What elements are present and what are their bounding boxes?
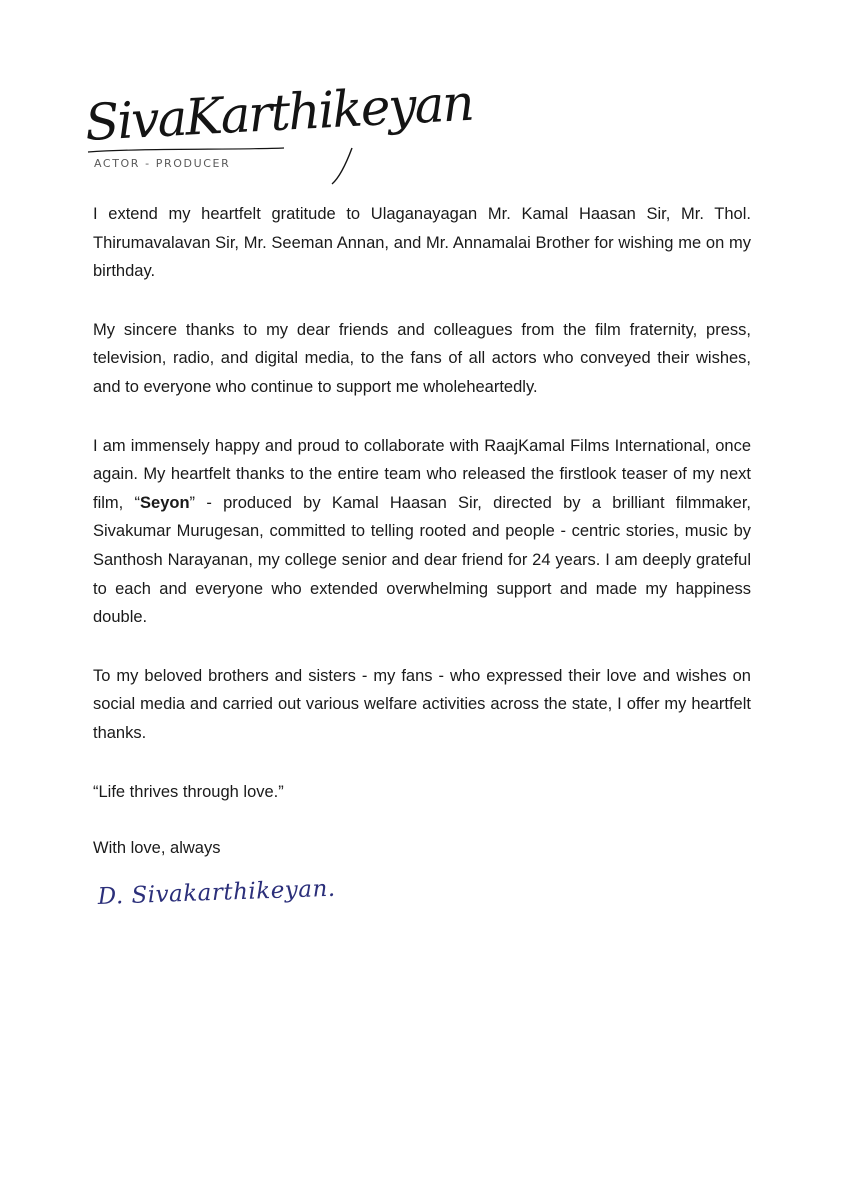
signature <box>96 872 336 922</box>
handwritten-signature <box>96 872 336 922</box>
paragraph-fans: To my beloved brothers and sisters - my fans - who expressed their love and wishes on social media and carried out various welfare activities across the state, I offer my heartfelt thanks. <box>93 666 751 742</box>
letter-body <box>93 200 751 863</box>
paragraph-film <box>93 432 751 632</box>
paragraph-film-intro: I am immensely happy and proud to collaborate with RaajKamal Films International, once again. My heartfelt thanks to the entire team who released the firstlook teaser of my next film, “ <box>93 436 751 512</box>
logo-script <box>83 73 474 188</box>
quote: “Life thrives through love.” <box>93 782 284 801</box>
letterhead-logo <box>83 73 474 188</box>
letterhead-subtitle: ACTOR - PRODUCER <box>94 157 231 170</box>
paragraph-gratitude: I extend my heartfelt gratitude to Ulaganayagan Mr. Kamal Haasan Sir, Mr. Thol. Thirumavalavan Sir, Mr. Seeman Annan, and Mr. Annamalai Brother for wishing me on my birthday. <box>93 205 751 281</box>
svg-text:D. Sivakarthikeyan.: D. Sivakarthikeyan. <box>97 875 337 910</box>
paragraph-film-details: ” - produced by Kamal Haasan Sir, directed by a brilliant filmmaker, Sivakumar Murugesan, committed to telling rooted and people - centric stories, music by Santhosh Narayanan, my college senior and dear friend for 24 years. I am deeply grateful to each and everyone who extended overwhelming support and made my happiness double. <box>93 493 751 627</box>
svg-text:SivaKarthikeyan: SivaKarthikeyan <box>83 73 474 152</box>
closing-line: With love, always <box>93 839 221 858</box>
film-title: Seyon <box>140 493 190 512</box>
paragraph-thanks: My sincere thanks to my dear friends and colleagues from the film fraternity, press, television, radio, and digital media, to the fans of all actors who conveyed their wishes, and to everyone who continue to support me wholeheartedly. <box>93 320 751 396</box>
